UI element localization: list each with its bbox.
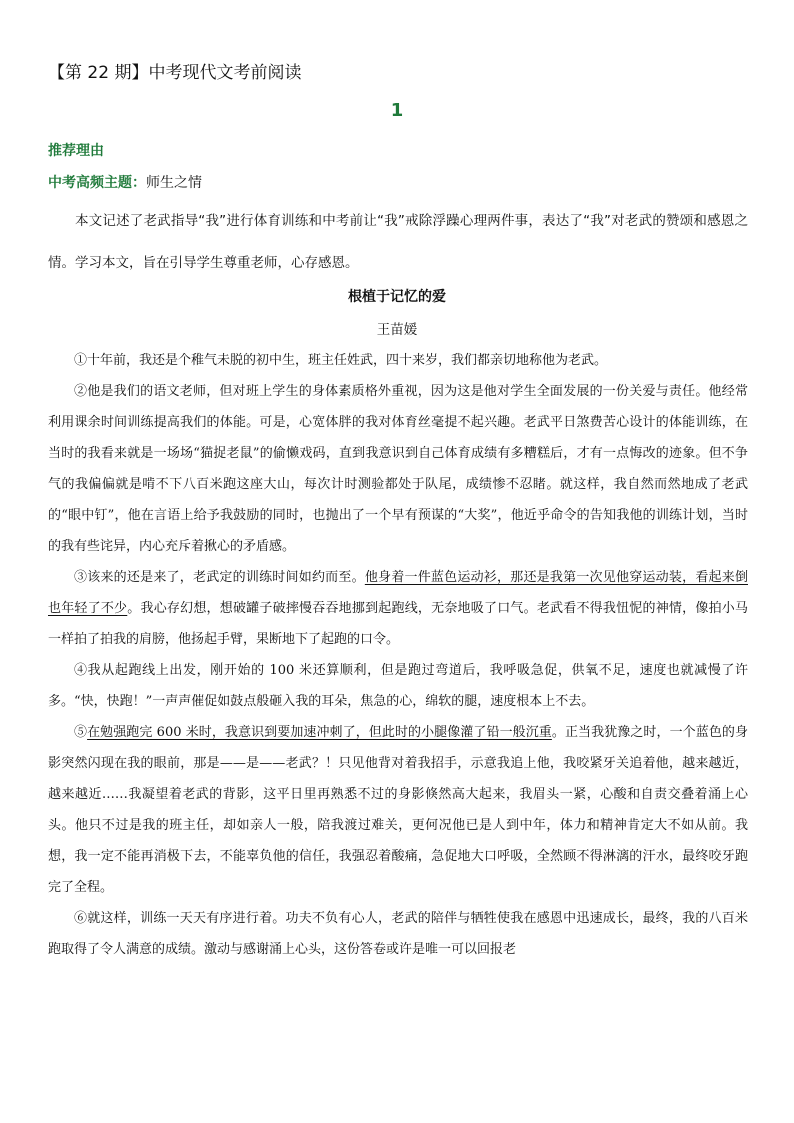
paragraph-3 <box>48 562 748 655</box>
essay-body <box>48 345 748 965</box>
recommend-intro: 本文记述了老武指导“我”进行体育训练和中考前让“我”戒除浮躁心理两件事，表达了“我”对老武的赞颂和感恩之情。学习本文，旨在引导学生尊重老师，心存感恩。 <box>48 213 748 271</box>
paragraph-3-end: 。我心存幻想，想破罐子破摔慢吞吞地挪到起跑线，无奈地吸了口气。老武看不得我忸怩的神情，像拍小马一样拍了拍我的肩膀，他扬起手臂，果断地下了起跑的口令。 <box>48 601 748 647</box>
topic-line <box>48 172 202 192</box>
topic-value: 师生之情 <box>146 175 202 191</box>
paragraph-1: ①十年前，我还是个稚气未脱的初中生，班主任姓武，四十来岁，我们都亲切地称他为老武。 <box>74 353 608 368</box>
paragraph-6: ⑥就这样，训练一天天有序进行着。功夫不负有心人，老武的陪伴与牺牲使我在感恩中迅速成长，最终，我的八百米跑取得了令人满意的成绩。激动与感谢涌上心头，这份答卷或许是唯一可以回报老 <box>48 911 748 957</box>
paragraph-5 <box>48 717 748 903</box>
issue-title: 【第 22 期】中考现代文考前阅读 <box>48 63 302 83</box>
essay-title: 根植于记忆的爱 <box>348 289 446 305</box>
paragraph-2: ②他是我们的语文老师，但对班上学生的身体素质格外重视，因为这是他对学生全面发展的一份关爱与责任。他经常利用课余时间训练提高我们的体能。可是，心宽体胖的我对体育丝毫提不起兴趣。老武平日煞费苦心设计的体能训练，在当时的我看来就是一场场“猫捉老鼠”的偷懒戏码，直到我意识到自己体育成绩有多糟糕后，才有一点悔改的迹象。但不争气的我偏偏就是啃不下八百米跑这座大山，每次计时测验都处于队尾，成绩惨不忍睹。就这样，我自然而然地成了老武的“眼中钉”，他在言语上给予我鼓励的同时，也抛出了一个早有预谋的“大奖”，他近乎命令的告知我他的训练计划，当时的我有些诧异，内心充斥着揪心的矛盾感。 <box>48 384 748 554</box>
underlined-sentence-5: 在勉强跑完 600 米时，我意识到要加速冲刺了，但此时的小腿像灌了铅一般沉重 <box>87 725 552 740</box>
paragraph-3-start: ③该来的还是来了，老武定的训练时间如约而至。 <box>74 570 365 585</box>
recommend-heading: 推荐理由 <box>48 143 104 159</box>
article-number: 1 <box>390 100 404 121</box>
essay-author: 王苗媛 <box>376 322 418 338</box>
paragraph-5-end: 。正当我犹豫之时，一个蓝色的身影突然闪现在我的眼前，那是——是——老武？！只见他背对着我招手，示意我追上他，我咬紧牙关追着他，越来越近，越来越近……我凝望着老武的背影，这平日里再熟悉不过的身影倏然高大起来，我眉头一紧，心酸和自责交叠着涌上心头。他只不过是我的班主任，却如亲人一般，陪我渡过难关，更何况他已是人到中年，体力和精神肯定大不如从前。我想，我一定不能再消极下去，不能辜负他的信任，我强忍着酸痛，急促地大口呼吸，全然顾不得淋漓的汗水，最终咬牙跑完了全程。 <box>48 725 748 895</box>
topic-label: 中考高频主题： <box>48 175 146 191</box>
paragraph-4: ④我从起跑线上出发，刚开始的 100 米还算顺利，但是跑过弯道后，我呼吸急促，供氧不足，速度也就减慢了许多。“快，快跑！”一声声催促如鼓点般砸入我的耳朵，焦急的心，绵软的腿，速度根本上不去。 <box>48 663 748 709</box>
paragraph-5-marker: ⑤ <box>74 725 88 740</box>
underlined-sentence-3: 他身着一件蓝色运动衫，那还是我第一次见他穿运动装，看起来倒也年轻了不少 <box>48 570 748 616</box>
